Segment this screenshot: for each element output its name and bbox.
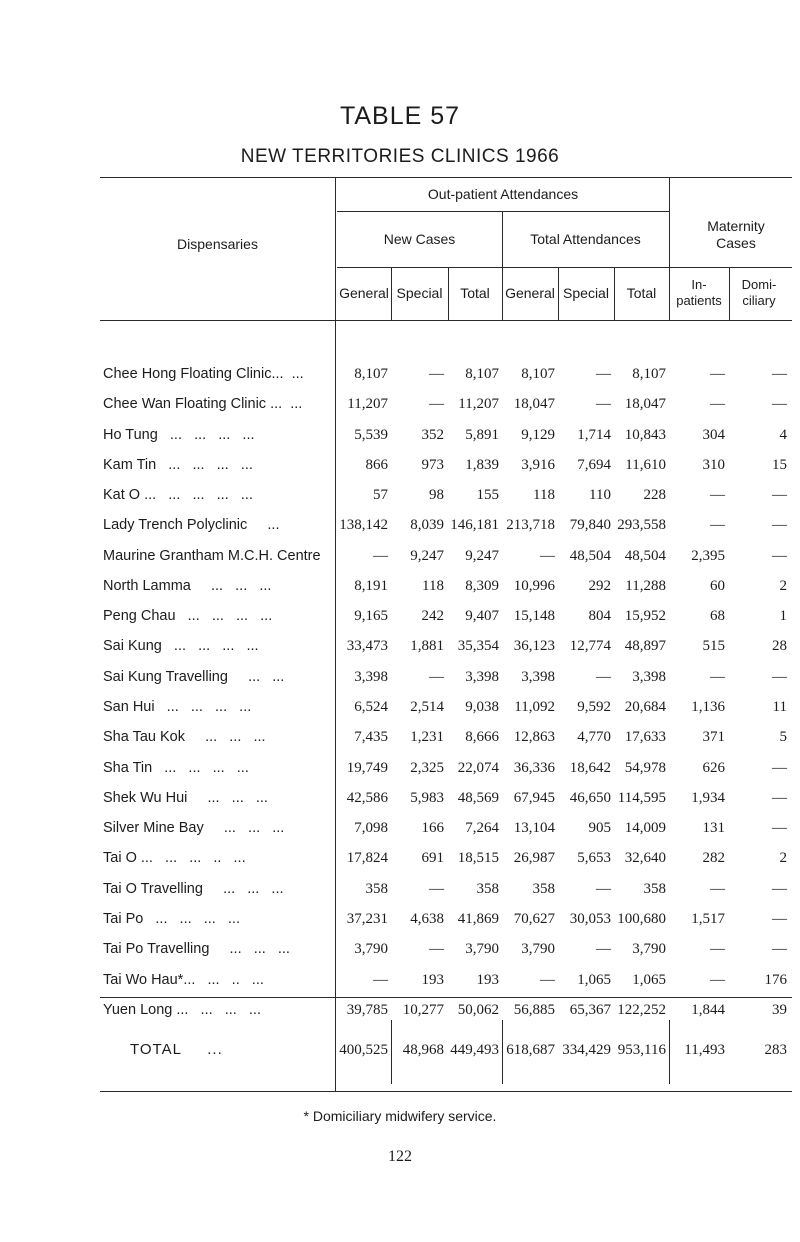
cell-att-general: — [540, 548, 555, 564]
rule-top [100, 177, 792, 178]
cell-att-special: — [596, 881, 611, 897]
cell-att-total: 15,952 [624, 608, 666, 624]
rule-header-1 [337, 211, 669, 212]
cell-att-total: 20,684 [624, 699, 666, 715]
cell-new-special: 9,247 [410, 548, 444, 564]
col-rule-total-3 [669, 1020, 670, 1084]
cell-domiciliary: 4 [779, 427, 787, 443]
cell-new-special: — [429, 881, 444, 897]
cell-new-general: 358 [365, 881, 388, 897]
cell-in-patients: 68 [710, 608, 725, 624]
table-row [0, 669, 800, 695]
dispensary-name: Kat O ... ... ... ... ... [103, 487, 253, 503]
cell-att-general: 11,092 [514, 699, 555, 715]
cell-new-special: 166 [421, 820, 444, 836]
table-row [0, 972, 800, 998]
header-new-special: Special [396, 285, 443, 301]
cell-att-special: — [596, 366, 611, 382]
cell-domiciliary: — [772, 820, 787, 836]
table-row [0, 850, 800, 876]
cell-in-patients: — [710, 396, 725, 412]
cell-in-patients: — [710, 881, 725, 897]
cell-new-total: 155 [476, 487, 499, 503]
cell-new-special: 193 [421, 972, 444, 988]
cell-att-total: 18,047 [624, 396, 666, 412]
cell-new-general: 8,191 [354, 578, 388, 594]
cell-new-total: 35,354 [457, 638, 499, 654]
table-row [0, 578, 800, 604]
cell-in-patients: 1,517 [691, 911, 725, 927]
cell-new-total: 41,869 [457, 911, 499, 927]
cell-new-special: 1,231 [410, 729, 444, 745]
header-att-special: Special [563, 285, 609, 301]
cell-new-general: 8,107 [354, 366, 388, 382]
cell-new-special: — [429, 396, 444, 412]
cell-domiciliary: — [772, 517, 787, 533]
table-row [0, 638, 800, 664]
cell-in-patients: 282 [702, 850, 725, 866]
cell-new-total: 22,074 [457, 760, 499, 776]
header-new-general: General [339, 285, 389, 301]
cell-att-total: 228 [643, 487, 666, 503]
cell-att-special: 30,053 [569, 911, 611, 927]
total-att-special: 334,429 [562, 1042, 611, 1058]
table-title: TABLE 57 [339, 102, 461, 130]
table-row [0, 699, 800, 725]
cell-att-total: 11,610 [625, 457, 666, 473]
header-new-cases: New Cases [383, 231, 456, 247]
cell-att-total: 48,504 [624, 548, 666, 564]
cell-new-general: 9,165 [354, 608, 388, 624]
cell-new-special: 2,325 [410, 760, 444, 776]
dispensary-name: Tai O ... ... ... .. ... [103, 850, 246, 866]
cell-att-general: 18,047 [513, 396, 555, 412]
dispensary-name: North Lamma ... ... ... [103, 578, 272, 594]
dispensary-name: Sha Tau Kok ... ... ... [103, 729, 266, 745]
cell-att-general: 10,996 [513, 578, 555, 594]
dispensary-name: Sai Kung ... ... ... ... [103, 638, 259, 654]
cell-in-patients: 304 [702, 427, 725, 443]
cell-domiciliary: 1 [779, 608, 787, 624]
cell-new-general: 5,539 [354, 427, 388, 443]
total-new-special: 48,968 [402, 1042, 444, 1058]
rule-header-bottom [100, 320, 792, 321]
cell-new-general: 37,231 [346, 911, 388, 927]
cell-domiciliary: 11 [772, 699, 787, 715]
total-new-general: 400,525 [339, 1042, 388, 1058]
cell-domiciliary: 2 [779, 850, 787, 866]
cell-domiciliary: — [772, 669, 787, 685]
cell-domiciliary: 15 [772, 457, 787, 473]
cell-new-general: 39,785 [346, 1002, 388, 1018]
cell-att-general: 26,987 [513, 850, 555, 866]
dispensary-name: Silver Mine Bay ... ... ... [103, 820, 285, 836]
header-domiciliary: Domi- ciliary [741, 277, 777, 308]
cell-new-total: 11,207 [458, 396, 499, 412]
cell-att-total: 54,978 [624, 760, 666, 776]
cell-new-general: 138,142 [339, 517, 388, 533]
cell-new-general: 19,749 [346, 760, 388, 776]
dispensary-name: Sha Tin ... ... ... ... [103, 760, 249, 776]
table-row [0, 820, 800, 846]
cell-domiciliary: — [772, 396, 787, 412]
dispensary-name: Lady Trench Polyclinic ... [103, 517, 280, 533]
cell-domiciliary: 5 [779, 729, 787, 745]
cell-new-total: 3,790 [465, 941, 499, 957]
dispensary-name: Sai Kung Travelling ... ... [103, 669, 285, 685]
col-rule-total-1 [391, 1020, 392, 1084]
dispensary-name: Tai O Travelling ... ... ... [103, 881, 284, 897]
cell-new-total: 9,407 [465, 608, 499, 624]
cell-in-patients: 60 [710, 578, 725, 594]
cell-att-special: 110 [589, 487, 611, 503]
total-att-general: 618,687 [506, 1042, 555, 1058]
cell-new-general: 7,435 [354, 729, 388, 745]
header-total-attendances: Total Attendances [530, 231, 641, 247]
total-new-total: 449,493 [450, 1042, 499, 1058]
col-rule-total-2 [502, 1020, 503, 1084]
cell-in-patients: — [710, 366, 725, 382]
dispensary-name: Chee Wan Floating Clinic ... ... [103, 396, 303, 412]
cell-in-patients: — [710, 972, 725, 988]
cell-att-special: — [596, 941, 611, 957]
header-dispensaries: Dispensaries [177, 236, 258, 252]
col-rule-6 [669, 177, 670, 320]
cell-att-special: 65,367 [569, 1002, 611, 1018]
cell-att-general: 12,863 [513, 729, 555, 745]
cell-att-total: 14,009 [624, 820, 666, 836]
cell-att-general: 36,336 [513, 760, 555, 776]
cell-att-general: 3,916 [521, 457, 555, 473]
cell-att-total: 17,633 [624, 729, 666, 745]
cell-new-total: 9,247 [465, 548, 499, 564]
cell-new-total: 7,264 [465, 820, 499, 836]
cell-new-general: 6,524 [354, 699, 388, 715]
cell-att-total: 122,252 [617, 1002, 666, 1018]
footnote: * Domiciliary midwifery service. [303, 1108, 497, 1124]
dispensary-name: Peng Chau ... ... ... ... [103, 608, 273, 624]
cell-att-general: 15,148 [513, 608, 555, 624]
cell-att-total: 10,843 [624, 427, 666, 443]
cell-att-special: 1,714 [577, 427, 611, 443]
cell-new-general: — [373, 548, 388, 564]
cell-new-total: 48,569 [457, 790, 499, 806]
cell-att-general: 213,718 [506, 517, 555, 533]
col-rule-7 [729, 267, 730, 320]
cell-new-special: — [429, 669, 444, 685]
cell-in-patients: 1,934 [691, 790, 725, 806]
cell-att-special: 905 [588, 820, 611, 836]
cell-in-patients: — [710, 941, 725, 957]
cell-att-general: 13,104 [513, 820, 555, 836]
cell-att-special: 18,642 [569, 760, 611, 776]
cell-att-general: 70,627 [513, 911, 555, 927]
cell-new-special: — [429, 941, 444, 957]
cell-in-patients: — [710, 517, 725, 533]
cell-att-total: 1,065 [632, 972, 666, 988]
dispensary-name: Ho Tung ... ... ... ... [103, 427, 255, 443]
cell-in-patients: 1,844 [691, 1002, 725, 1018]
cell-new-special: 973 [421, 457, 444, 473]
table-row [0, 911, 800, 937]
table-subtitle: NEW TERRITORIES CLINICS 1966 [240, 146, 560, 167]
cell-att-general: 36,123 [513, 638, 555, 654]
header-in-patients: In- patients [676, 277, 722, 308]
dispensary-name: Tai Wo Hau*... ... .. ... [103, 972, 264, 988]
cell-new-total: 146,181 [450, 517, 499, 533]
cell-att-special: 79,840 [569, 517, 611, 533]
table-row [0, 881, 800, 907]
cell-new-general: 42,586 [346, 790, 388, 806]
cell-att-general: 3,790 [521, 941, 555, 957]
total-in-patients: 11,493 [684, 1042, 725, 1058]
dispensary-name: Tai Po ... ... ... ... [103, 911, 240, 927]
cell-att-special: 292 [588, 578, 611, 594]
cell-att-total: 3,790 [632, 941, 666, 957]
cell-att-total: 32,640 [624, 850, 666, 866]
cell-new-special: — [429, 366, 444, 382]
cell-new-general: 3,398 [354, 669, 388, 685]
total-domiciliary: 283 [764, 1042, 787, 1058]
cell-domiciliary: — [772, 760, 787, 776]
table-row [0, 517, 800, 543]
header-outpatient: Out-patient Attendances [427, 186, 579, 202]
col-rule-3 [502, 211, 503, 320]
cell-new-total: 8,107 [465, 366, 499, 382]
cell-new-special: 98 [429, 487, 444, 503]
cell-att-general: 358 [532, 881, 555, 897]
cell-att-total: 358 [643, 881, 666, 897]
cell-domiciliary: 39 [772, 1002, 787, 1018]
table-row [0, 608, 800, 634]
cell-att-special: — [596, 396, 611, 412]
cell-new-total: 9,038 [465, 699, 499, 715]
cell-att-special: 4,770 [577, 729, 611, 745]
cell-att-general: 3,398 [521, 669, 555, 685]
header-att-total: Total [626, 285, 657, 301]
table-row [0, 941, 800, 967]
cell-new-general: 866 [365, 457, 388, 473]
cell-att-general: — [540, 972, 555, 988]
cell-att-general: 67,945 [513, 790, 555, 806]
header-maternity: Maternity Cases [707, 218, 765, 251]
cell-domiciliary: — [772, 548, 787, 564]
cell-att-special: 46,650 [569, 790, 611, 806]
total-label: TOTAL ... [130, 1041, 223, 1058]
cell-att-general: 8,107 [521, 366, 555, 382]
cell-new-general: 33,473 [346, 638, 388, 654]
cell-att-special: 12,774 [569, 638, 611, 654]
cell-att-special: 9,592 [577, 699, 611, 715]
table-row [0, 1002, 800, 1028]
table-row [0, 790, 800, 816]
cell-new-special: 691 [421, 850, 444, 866]
dispensary-name: Kam Tin ... ... ... ... [103, 457, 253, 473]
cell-new-total: 1,839 [465, 457, 499, 473]
header-new-total: Total [460, 285, 490, 301]
cell-att-special: 1,065 [577, 972, 611, 988]
cell-domiciliary: 28 [772, 638, 787, 654]
cell-in-patients: 371 [702, 729, 725, 745]
cell-domiciliary: — [772, 941, 787, 957]
cell-domiciliary: — [772, 790, 787, 806]
dispensary-name: Shek Wu Hui ... ... ... [103, 790, 268, 806]
cell-att-total: 100,680 [617, 911, 666, 927]
cell-new-total: 3,398 [465, 669, 499, 685]
cell-new-special: 10,277 [402, 1002, 444, 1018]
cell-new-general: 17,824 [346, 850, 388, 866]
total-att-total: 953,116 [617, 1042, 666, 1058]
dispensary-name: Yuen Long ... ... ... ... [103, 1002, 261, 1018]
cell-in-patients: 626 [702, 760, 725, 776]
cell-new-general: 7,098 [354, 820, 388, 836]
cell-new-total: 8,666 [465, 729, 499, 745]
cell-att-total: 293,558 [617, 517, 666, 533]
table-row [0, 548, 800, 574]
cell-domiciliary: 176 [764, 972, 787, 988]
cell-att-total: 3,398 [632, 669, 666, 685]
cell-new-special: 242 [421, 608, 444, 624]
cell-new-general: — [373, 972, 388, 988]
cell-in-patients: 310 [702, 457, 725, 473]
cell-in-patients: 2,395 [691, 548, 725, 564]
rule-bottom [100, 1091, 792, 1092]
cell-att-general: 56,885 [513, 1002, 555, 1018]
cell-domiciliary: — [772, 487, 787, 503]
cell-new-general: 3,790 [354, 941, 388, 957]
cell-att-special: — [596, 669, 611, 685]
cell-new-total: 5,891 [465, 427, 499, 443]
dispensary-name: Chee Hong Floating Clinic... ... [103, 366, 304, 382]
cell-in-patients: — [710, 669, 725, 685]
cell-new-total: 8,309 [465, 578, 499, 594]
cell-new-total: 358 [476, 881, 499, 897]
cell-in-patients: 131 [702, 820, 725, 836]
table-row [0, 427, 800, 453]
cell-new-special: 8,039 [410, 517, 444, 533]
table-row [0, 366, 800, 392]
cell-domiciliary: — [772, 881, 787, 897]
cell-in-patients: 1,136 [691, 699, 725, 715]
cell-new-total: 18,515 [457, 850, 499, 866]
page-number: 122 [388, 1148, 412, 1165]
cell-domiciliary: — [772, 366, 787, 382]
rule-header-2 [337, 267, 792, 268]
cell-att-total: 48,897 [624, 638, 666, 654]
cell-att-special: 7,694 [577, 457, 611, 473]
cell-att-general: 118 [533, 487, 555, 503]
cell-domiciliary: — [772, 911, 787, 927]
cell-new-total: 50,062 [457, 1002, 499, 1018]
table-row [0, 729, 800, 755]
cell-new-special: 1,881 [410, 638, 444, 654]
table-row [0, 487, 800, 513]
dispensary-name: Maurine Grantham M.C.H. Centre [103, 548, 321, 564]
cell-new-special: 352 [421, 427, 444, 443]
cell-new-special: 5,983 [410, 790, 444, 806]
cell-att-total: 114,595 [617, 790, 666, 806]
table-row [0, 760, 800, 786]
cell-new-general: 11,207 [347, 396, 388, 412]
table-row [0, 396, 800, 422]
dispensary-name: Tai Po Travelling ... ... ... [103, 941, 290, 957]
header-att-general: General [505, 285, 555, 301]
cell-new-special: 118 [422, 578, 444, 594]
cell-att-general: 9,129 [521, 427, 555, 443]
cell-new-total: 193 [476, 972, 499, 988]
cell-in-patients: 515 [702, 638, 725, 654]
cell-new-general: 57 [373, 487, 388, 503]
cell-att-special: 48,504 [569, 548, 611, 564]
cell-new-special: 4,638 [410, 911, 444, 927]
cell-att-special: 5,653 [577, 850, 611, 866]
table-row [0, 457, 800, 483]
cell-new-special: 2,514 [410, 699, 444, 715]
cell-att-total: 11,288 [625, 578, 666, 594]
cell-att-total: 8,107 [632, 366, 666, 382]
cell-att-special: 804 [588, 608, 611, 624]
cell-domiciliary: 2 [779, 578, 787, 594]
cell-in-patients: — [710, 487, 725, 503]
dispensary-name: San Hui ... ... ... ... [103, 699, 252, 715]
